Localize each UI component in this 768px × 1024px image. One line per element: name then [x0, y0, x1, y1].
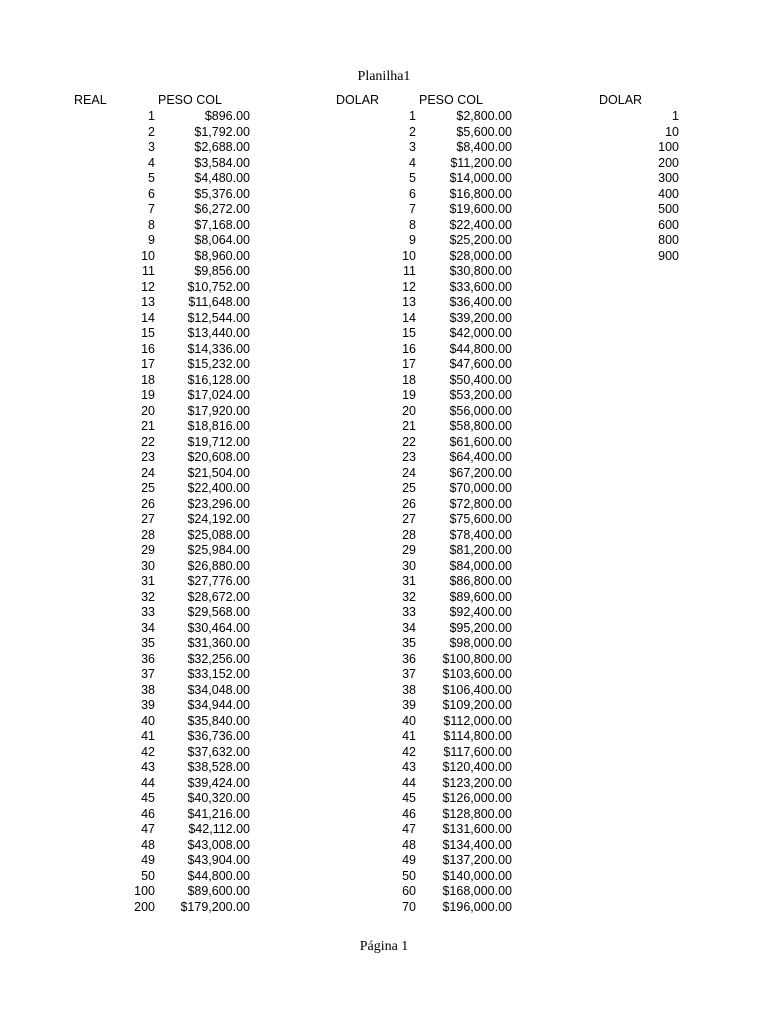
real-cell: 11 — [142, 264, 155, 278]
dolar-cell: 25 — [402, 481, 416, 495]
dolar-cell: 10 — [665, 124, 679, 139]
dolar-cell: 3 — [409, 140, 416, 154]
peso-col-cell: $109,200.00 — [442, 698, 512, 712]
peso-col-cell: $64,400.00 — [449, 450, 512, 464]
real-cell: 44 — [141, 775, 155, 790]
real-cell: 27 — [141, 512, 155, 526]
dolar-cell: 1 — [672, 109, 679, 123]
peso-col-cell: $25,984.00 — [187, 543, 250, 557]
real-cell: 6 — [148, 186, 155, 201]
peso-col-cell: $32,256.00 — [187, 651, 250, 666]
dolar-cell: 8 — [409, 217, 416, 232]
real-cell: 28 — [141, 527, 155, 542]
peso-col-cell: $30,464.00 — [187, 620, 250, 635]
real-column — [100, 109, 155, 915]
real-cell: 22 — [141, 434, 155, 449]
dolar-cell: 18 — [402, 372, 416, 387]
peso-col-cell: $25,200.00 — [449, 233, 512, 247]
peso-col-cell: $179,200.00 — [180, 899, 250, 914]
peso-col-cell: $53,200.00 — [449, 388, 512, 402]
peso-col-cell: $28,000.00 — [449, 248, 512, 263]
real-cell: 30 — [141, 558, 155, 573]
header-dolar-1: DOLAR — [336, 93, 380, 107]
peso-col-cell: $34,048.00 — [187, 682, 250, 697]
dolar-cell: 4 — [409, 155, 416, 170]
real-cell: 45 — [141, 791, 155, 805]
real-cell: 200 — [134, 899, 155, 914]
peso-col-cell: $140,000.00 — [442, 868, 512, 883]
dolar-cell: 22 — [402, 434, 416, 449]
header-peso-col-2: PESO COL — [419, 93, 483, 107]
real-cell: 29 — [141, 543, 155, 557]
peso-col-cell: $137,200.00 — [442, 853, 512, 867]
peso-col-cell: $47,600.00 — [449, 357, 512, 371]
dolar-cell: 17 — [402, 357, 416, 371]
real-cell: 15 — [141, 326, 155, 340]
dolar-cell: 19 — [402, 388, 416, 402]
peso-col-cell: $38,528.00 — [187, 760, 250, 774]
dolar-cell: 41 — [402, 729, 416, 743]
peso-col-cell: $11,200.00 — [450, 155, 512, 170]
peso-col-cell: $33,152.00 — [187, 667, 250, 681]
peso-col-cell: $14,336.00 — [187, 341, 250, 356]
dolar-cell: 100 — [658, 140, 679, 154]
peso-col-cell: $896.00 — [204, 109, 250, 123]
real-cell: 41 — [141, 729, 155, 743]
dolar-cell: 2 — [409, 124, 416, 139]
real-cell: 13 — [141, 295, 155, 309]
dolar-cell: 42 — [402, 744, 416, 759]
real-cell: 3 — [148, 140, 155, 154]
peso-col-cell: $22,400.00 — [187, 481, 250, 495]
dolar-cell: 15 — [402, 326, 416, 340]
peso-col-cell: $18,816.00 — [187, 419, 250, 433]
real-cell: 100 — [134, 884, 155, 898]
page-footer: Página 1 — [359, 939, 409, 954]
dolar-cell: 11 — [403, 264, 416, 278]
dolar-cell: 28 — [402, 527, 416, 542]
real-cell: 33 — [141, 605, 155, 619]
real-cell: 5 — [148, 171, 155, 185]
dolar-cell: 33 — [402, 605, 416, 619]
peso-col-cell: $106,400.00 — [442, 682, 512, 697]
real-cell: 21 — [141, 419, 155, 433]
peso-col-cell: $44,800.00 — [449, 341, 512, 356]
real-cell: 40 — [141, 713, 155, 728]
dolar-cell: 10 — [402, 248, 416, 263]
peso-col-cell: $34,944.00 — [187, 698, 250, 712]
dolar-cell: 24 — [402, 465, 416, 480]
peso-col-cell: $9,856.00 — [194, 264, 250, 278]
peso-col-cell: $39,200.00 — [449, 310, 512, 325]
peso-col-cell: $70,000.00 — [449, 481, 512, 495]
real-cell: 26 — [141, 496, 155, 511]
dolar-cell: 1 — [409, 109, 416, 123]
dolar-cell: 900 — [658, 248, 679, 263]
dolar-cell: 5 — [409, 171, 416, 185]
dolar-cell: 26 — [402, 496, 416, 511]
peso-col-cell: $103,600.00 — [442, 667, 512, 681]
peso-col-cell: $8,960.00 — [194, 248, 250, 263]
dolar-cell: 38 — [402, 682, 416, 697]
dolar-cell: 37 — [402, 667, 416, 681]
dolar-cell: 50 — [402, 868, 416, 883]
dolar-cell: 30 — [402, 558, 416, 573]
peso-col-cell: $37,632.00 — [187, 744, 250, 759]
dolar-cell: 45 — [402, 791, 416, 805]
peso-col-cell: $98,000.00 — [449, 636, 512, 650]
dolar-cell: 14 — [402, 310, 416, 325]
real-cell: 48 — [141, 837, 155, 852]
peso-col-cell: $2,688.00 — [194, 140, 250, 154]
peso-col-cell: $43,904.00 — [187, 853, 250, 867]
dolar-cell: 6 — [409, 186, 416, 201]
real-cell: 10 — [141, 248, 155, 263]
dolar-cell: 40 — [402, 713, 416, 728]
real-cell: 7 — [148, 202, 155, 216]
real-cell: 31 — [141, 574, 155, 588]
peso-col-cell: $13,440.00 — [187, 326, 250, 340]
peso-col-cell: $72,800.00 — [449, 496, 512, 511]
peso-col-cell: $16,800.00 — [449, 186, 512, 201]
peso-col-cell: $24,192.00 — [187, 512, 250, 526]
peso-col-cell: $86,800.00 — [449, 574, 512, 588]
dolar-cell: 39 — [402, 698, 416, 712]
peso-col-column-1 — [160, 109, 250, 915]
peso-col-cell: $112,000.00 — [443, 713, 512, 728]
header-peso-col-1: PESO COL — [158, 93, 222, 107]
dolar-cell: 200 — [658, 155, 679, 170]
peso-col-cell: $10,752.00 — [187, 279, 250, 294]
dolar-cell: 20 — [402, 403, 416, 418]
real-cell: 39 — [141, 698, 155, 712]
peso-col-cell: $50,400.00 — [449, 372, 512, 387]
real-cell: 46 — [141, 806, 155, 821]
peso-col-cell: $168,000.00 — [442, 884, 512, 898]
dolar-cell: 9 — [409, 233, 416, 247]
peso-col-cell: $29,568.00 — [187, 605, 250, 619]
dolar-cell: 60 — [402, 884, 416, 898]
peso-col-cell: $3,584.00 — [194, 155, 250, 170]
peso-col-cell: $75,600.00 — [449, 512, 512, 526]
peso-col-cell: $114,800.00 — [443, 729, 512, 743]
peso-col-cell: $95,200.00 — [449, 620, 512, 635]
peso-col-cell: $30,800.00 — [449, 264, 512, 278]
peso-col-cell: $2,800.00 — [456, 109, 512, 123]
peso-col-cell: $8,400.00 — [456, 140, 512, 154]
peso-col-cell: $117,600.00 — [443, 744, 512, 759]
real-cell: 50 — [141, 868, 155, 883]
peso-col-cell: $19,600.00 — [449, 202, 512, 216]
real-cell: 35 — [141, 636, 155, 650]
dolar-cell: 32 — [402, 589, 416, 604]
peso-col-cell: $5,600.00 — [456, 124, 512, 139]
peso-col-cell: $20,608.00 — [187, 450, 250, 464]
real-cell: 12 — [141, 279, 155, 294]
dolar-cell: 400 — [658, 186, 679, 201]
peso-col-cell: $89,600.00 — [187, 884, 250, 898]
real-cell: 43 — [141, 760, 155, 774]
real-cell: 4 — [148, 155, 155, 170]
peso-col-cell: $7,168.00 — [194, 217, 250, 232]
real-cell: 25 — [141, 481, 155, 495]
dolar-cell: 44 — [402, 775, 416, 790]
dolar-cell: 500 — [658, 202, 679, 216]
real-cell: 32 — [141, 589, 155, 604]
peso-col-cell: $42,000.00 — [449, 326, 512, 340]
real-cell: 38 — [141, 682, 155, 697]
peso-col-cell: $12,544.00 — [187, 310, 250, 325]
peso-col-cell: $31,360.00 — [187, 636, 250, 650]
dolar-cell: 31 — [402, 574, 416, 588]
real-cell: 16 — [141, 341, 155, 356]
peso-col-cell: $39,424.00 — [187, 775, 250, 790]
peso-col-cell: $131,600.00 — [442, 822, 512, 836]
dolar-cell: 35 — [402, 636, 416, 650]
peso-col-cell: $28,672.00 — [187, 589, 250, 604]
peso-col-cell: $128,800.00 — [442, 806, 512, 821]
peso-col-cell: $92,400.00 — [449, 605, 512, 619]
dolar-cell: 16 — [402, 341, 416, 356]
dolar-cell: 48 — [402, 837, 416, 852]
dolar-cell: 27 — [402, 512, 416, 526]
dolar-cell: 29 — [402, 543, 416, 557]
peso-col-cell: $36,400.00 — [449, 295, 512, 309]
peso-col-cell: $84,000.00 — [449, 558, 512, 573]
header-dolar-2: DOLAR — [599, 93, 643, 107]
dolar-column-2 — [620, 109, 679, 264]
peso-col-cell: $196,000.00 — [442, 899, 512, 914]
dolar-cell: 47 — [402, 822, 416, 836]
real-cell: 36 — [141, 651, 155, 666]
real-cell: 42 — [141, 744, 155, 759]
dolar-cell: 23 — [402, 450, 416, 464]
peso-col-cell: $89,600.00 — [449, 589, 512, 604]
header-real: REAL — [74, 93, 107, 107]
peso-col-cell: $15,232.00 — [187, 357, 250, 371]
dolar-cell: 70 — [402, 899, 416, 914]
sheet-title: Planilha1 — [357, 69, 411, 84]
dolar-cell: 300 — [658, 171, 679, 185]
real-cell: 9 — [148, 233, 155, 247]
peso-col-cell: $56,000.00 — [449, 403, 512, 418]
peso-col-cell: $22,400.00 — [449, 217, 512, 232]
peso-col-cell: $44,800.00 — [187, 868, 250, 883]
real-cell: 20 — [141, 403, 155, 418]
peso-col-cell: $27,776.00 — [187, 574, 250, 588]
peso-col-cell: $11,648.00 — [188, 295, 250, 309]
peso-col-cell: $23,296.00 — [187, 496, 250, 511]
dolar-cell: 7 — [409, 202, 416, 216]
dolar-cell: 800 — [658, 233, 679, 247]
peso-col-cell: $40,320.00 — [187, 791, 250, 805]
peso-col-cell: $25,088.00 — [187, 527, 250, 542]
peso-col-cell: $17,920.00 — [187, 403, 250, 418]
peso-col-cell: $123,200.00 — [442, 775, 512, 790]
real-cell: 23 — [141, 450, 155, 464]
real-cell: 24 — [141, 465, 155, 480]
peso-col-cell: $14,000.00 — [449, 171, 512, 185]
dolar-cell: 46 — [402, 806, 416, 821]
dolar-column-1 — [370, 109, 416, 915]
peso-col-cell: $120,400.00 — [442, 760, 512, 774]
peso-col-cell: $58,800.00 — [449, 419, 512, 433]
real-cell: 37 — [141, 667, 155, 681]
peso-col-cell: $8,064.00 — [194, 233, 250, 247]
peso-col-cell: $16,128.00 — [187, 372, 250, 387]
real-cell: 47 — [141, 822, 155, 836]
peso-col-cell: $21,504.00 — [187, 465, 250, 480]
peso-col-cell: $100,800.00 — [442, 651, 512, 666]
real-cell: 8 — [148, 217, 155, 232]
real-cell: 34 — [141, 620, 155, 635]
peso-col-cell: $26,880.00 — [187, 558, 250, 573]
dolar-cell: 49 — [402, 853, 416, 867]
peso-col-cell: $126,000.00 — [442, 791, 512, 805]
peso-col-cell: $36,736.00 — [187, 729, 250, 743]
real-cell: 1 — [148, 109, 155, 123]
peso-col-cell: $78,400.00 — [449, 527, 512, 542]
dolar-cell: 21 — [402, 419, 416, 433]
dolar-cell: 13 — [402, 295, 416, 309]
real-cell: 18 — [141, 372, 155, 387]
dolar-cell: 43 — [402, 760, 416, 774]
real-cell: 2 — [148, 124, 155, 139]
dolar-cell: 600 — [658, 217, 679, 232]
peso-col-cell: $67,200.00 — [449, 465, 512, 480]
peso-col-cell: $4,480.00 — [194, 171, 250, 185]
peso-col-cell: $35,840.00 — [187, 713, 250, 728]
real-cell: 17 — [141, 357, 155, 371]
real-cell: 49 — [141, 853, 155, 867]
peso-col-cell: $42,112.00 — [188, 822, 250, 836]
peso-col-cell: $19,712.00 — [187, 434, 250, 449]
dolar-cell: 12 — [402, 279, 416, 294]
peso-col-cell: $61,600.00 — [449, 434, 512, 449]
peso-col-cell: $43,008.00 — [187, 837, 250, 852]
peso-col-cell: $6,272.00 — [194, 202, 250, 216]
peso-col-column-2 — [420, 109, 512, 915]
peso-col-cell: $134,400.00 — [442, 837, 512, 852]
dolar-cell: 34 — [402, 620, 416, 635]
peso-col-cell: $81,200.00 — [449, 543, 512, 557]
real-cell: 19 — [141, 388, 155, 402]
peso-col-cell: $5,376.00 — [194, 186, 250, 201]
peso-col-cell: $17,024.00 — [187, 388, 250, 402]
peso-col-cell: $33,600.00 — [449, 279, 512, 294]
real-cell: 14 — [141, 310, 155, 325]
peso-col-cell: $1,792.00 — [194, 124, 250, 139]
dolar-cell: 36 — [402, 651, 416, 666]
peso-col-cell: $41,216.00 — [187, 806, 250, 821]
